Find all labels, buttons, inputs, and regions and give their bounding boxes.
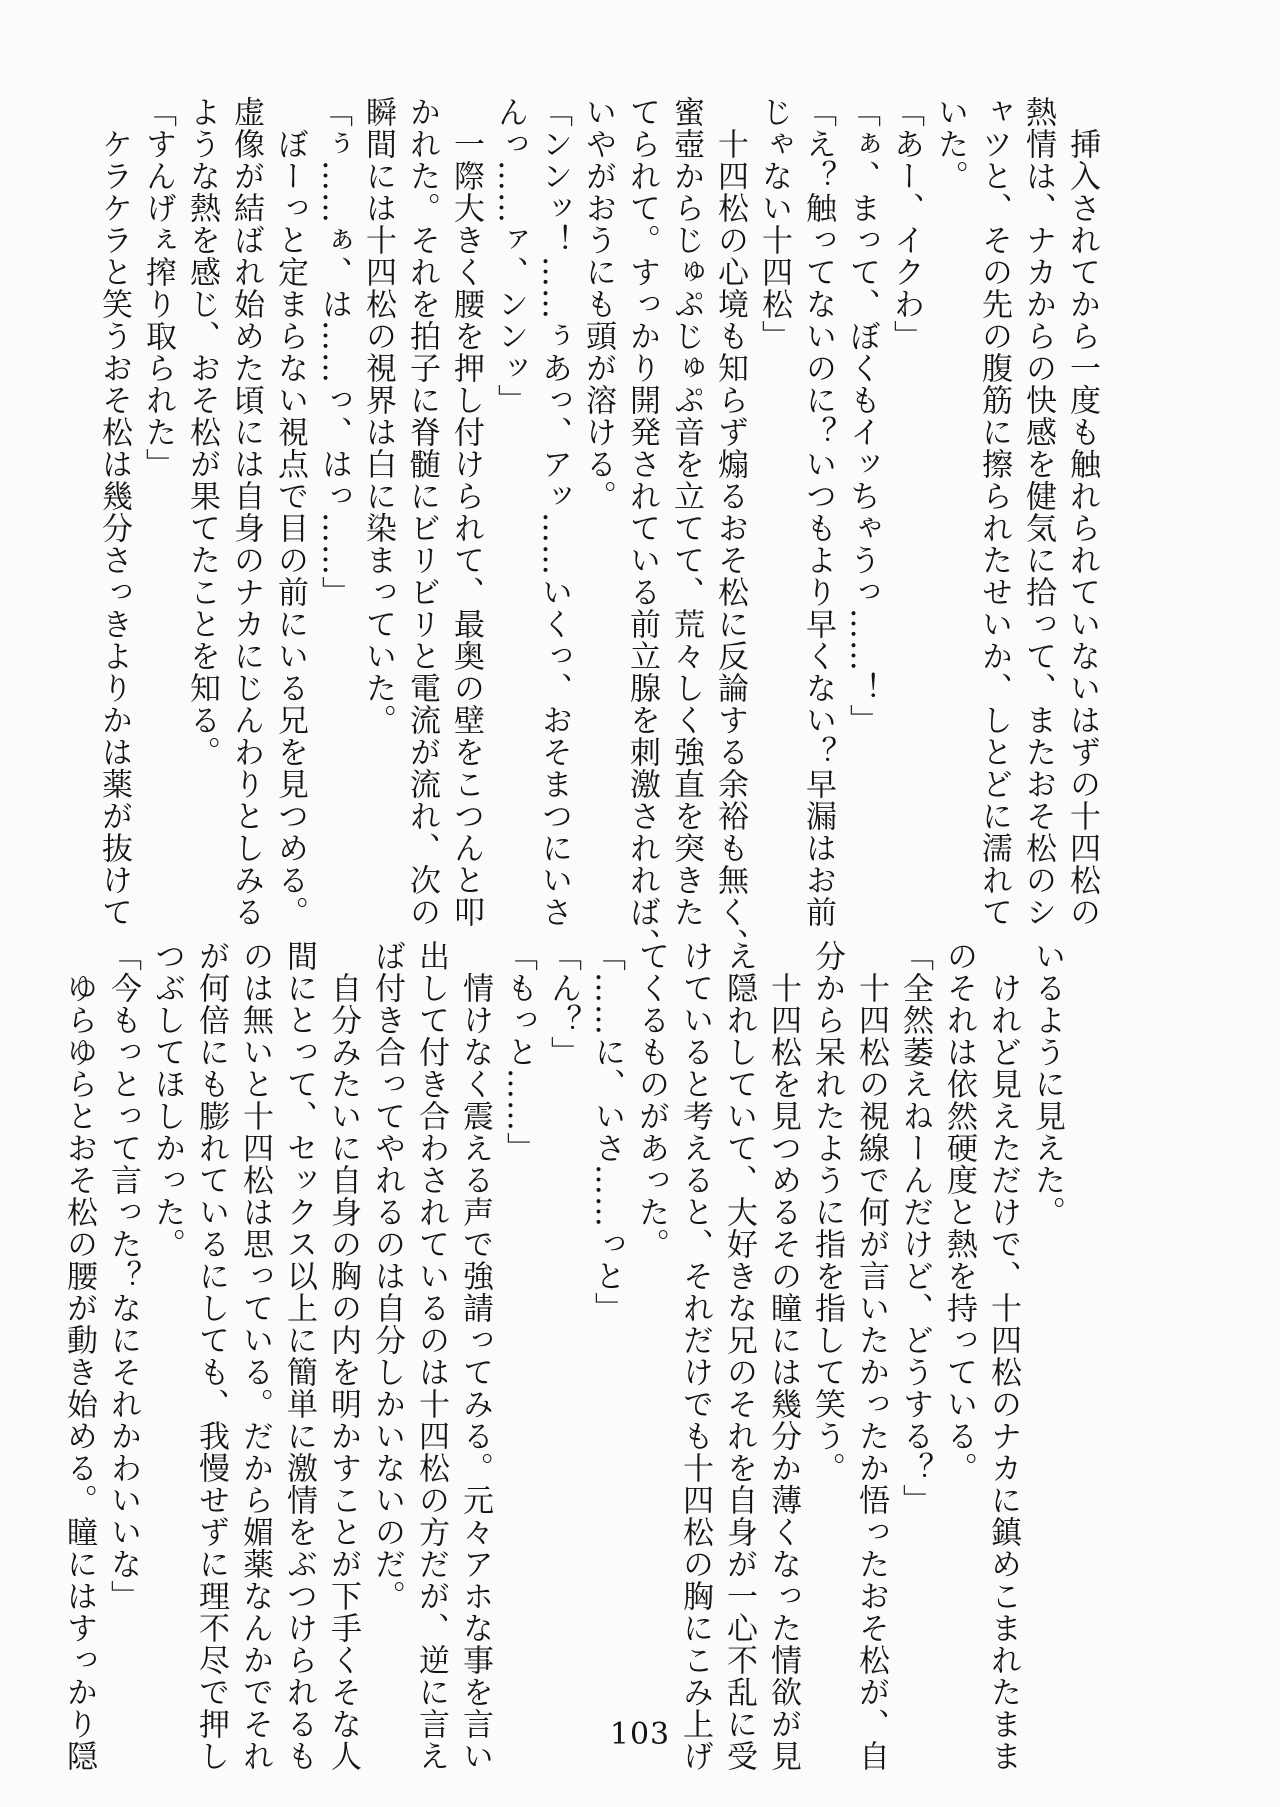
text-line: 十四松の心境も知らず煽るおそ松に反論する余裕も無く、 [712, 96, 748, 960]
text-line: けれど見えただけで、十四松のナカに鎮めこまれたまま [985, 940, 1021, 1772]
text-line: てくるものがあった。 [633, 940, 669, 1260]
text-line: ゆらゆらとおそ松の腰が動き始める。瞳にはすっかり隠 [61, 940, 97, 1772]
text-line: が何倍にも膨れているにしても、我慢せずに理不尽で押し [193, 940, 229, 1772]
text-line: 十四松の視線で何が言いたかったか悟ったおそ松が、自 [853, 940, 889, 1772]
text-line: んっ……ァ、ンンッ」 [492, 96, 528, 416]
text-line: つぶしてほしかった。 [149, 940, 185, 1260]
text-line: 「え？触ってないのに？いつもより早くない？早漏はお前 [800, 96, 836, 928]
text-line: ような熱を感じ、おそ松が果てたことを知る。 [184, 96, 220, 768]
text-line: 間にとって、セックス以上に簡単に激情をぶつけられるも [281, 940, 317, 1772]
text-line: ャツと、その先の腹筋に擦られたせいか、しとどに濡れて [976, 96, 1012, 928]
text-line: 分から呆れたように指を指して笑う。 [809, 940, 845, 1484]
text-line: いやがおうにも頭が溶ける。 [580, 96, 616, 512]
text-line: 瞬間には十四松の視界は白に染まっていた。 [360, 96, 396, 736]
text-line: 「ぅ……ぁ、は……っ、はっ……」 [316, 96, 352, 608]
text-line: 自分みたいに自身の胸の内を明かすことが下手くそな人 [325, 940, 361, 1772]
text-line: 熱情は、ナカからの快感を健気に拾って、またおそ松のシ [1020, 96, 1056, 928]
text-line: 「ん？」 [545, 940, 581, 1068]
text-line: ば付き合ってやれるのは自分しかいないのだ。 [369, 940, 405, 1612]
upper-text-tier [96, 96, 1104, 960]
text-line: 「ぁ、まって、ぼくもイッちゃうっ……！」 [844, 96, 880, 736]
text-line: え隠れしていて、大好きな兄のそれを自身が一心不乱に受 [721, 940, 757, 1772]
page-number: 103 [609, 1717, 671, 1752]
text-line: 情けなく震える声で強請ってみる。元々アホな事を言い [457, 940, 493, 1772]
text-line: 「あー、イクわ」 [888, 96, 924, 352]
text-line: 挿入されてから一度も触れられていないはずの十四松の [1064, 96, 1100, 928]
text-line: のは無いと十四松は思っている。だから媚薬なんかでそれ [237, 940, 273, 1772]
text-line: いた。 [932, 96, 968, 192]
text-line: てられて。すっかり開発されている前立腺を刺激されれば、 [624, 96, 660, 960]
text-line: かれた。それを拍子に脊髄にビリビリと電流が流れ、次の [404, 96, 440, 928]
text-line: 「ンンッ！……ぅあっ、アッ……いくっ、おそまつにいさ [536, 96, 572, 928]
text-line: 「すんげぇ搾り取られた」 [140, 96, 176, 480]
text-line: 「全然萎えねーんだけど、どうする？」 [897, 940, 933, 1516]
text-line: 蜜壺からじゅぷじゅぷ音を立てて、荒々しく強直を突きた [668, 96, 704, 928]
text-line: けていると考えると、それだけでも十四松の胸にこみ上げ [677, 940, 713, 1772]
text-line: 十四松を見つめるその瞳には幾分か薄くなった情欲が見 [765, 940, 801, 1772]
text-line: ぼーっと定まらない視点で目の前にいる兄を見つめる。 [272, 96, 308, 928]
text-line: 「今もっとって言った？なにそれかわいいな」 [105, 940, 141, 1612]
text-line: いるように見えた。 [1029, 940, 1065, 1228]
text-line: 出して付き合わされているのは十四松の方だが、逆に言え [413, 940, 449, 1772]
text-line: 一際大きく腰を押し付けられて、最奥の壁をこつんと叩 [448, 96, 484, 928]
text-line: ケラケラと笑うおそ松は幾分さっきよりかは薬が抜けて [96, 96, 132, 928]
text-line: 「もっと……」 [501, 940, 537, 1164]
text-line: 虚像が結ばれ始めた頃には自身のナカにじんわりとしみる [228, 96, 264, 928]
text-line: のそれは依然硬度と熱を持っている。 [941, 940, 977, 1484]
text-line: 「……に、いさ……っと」 [589, 940, 625, 1324]
text-line: じゃない十四松」 [756, 96, 792, 352]
